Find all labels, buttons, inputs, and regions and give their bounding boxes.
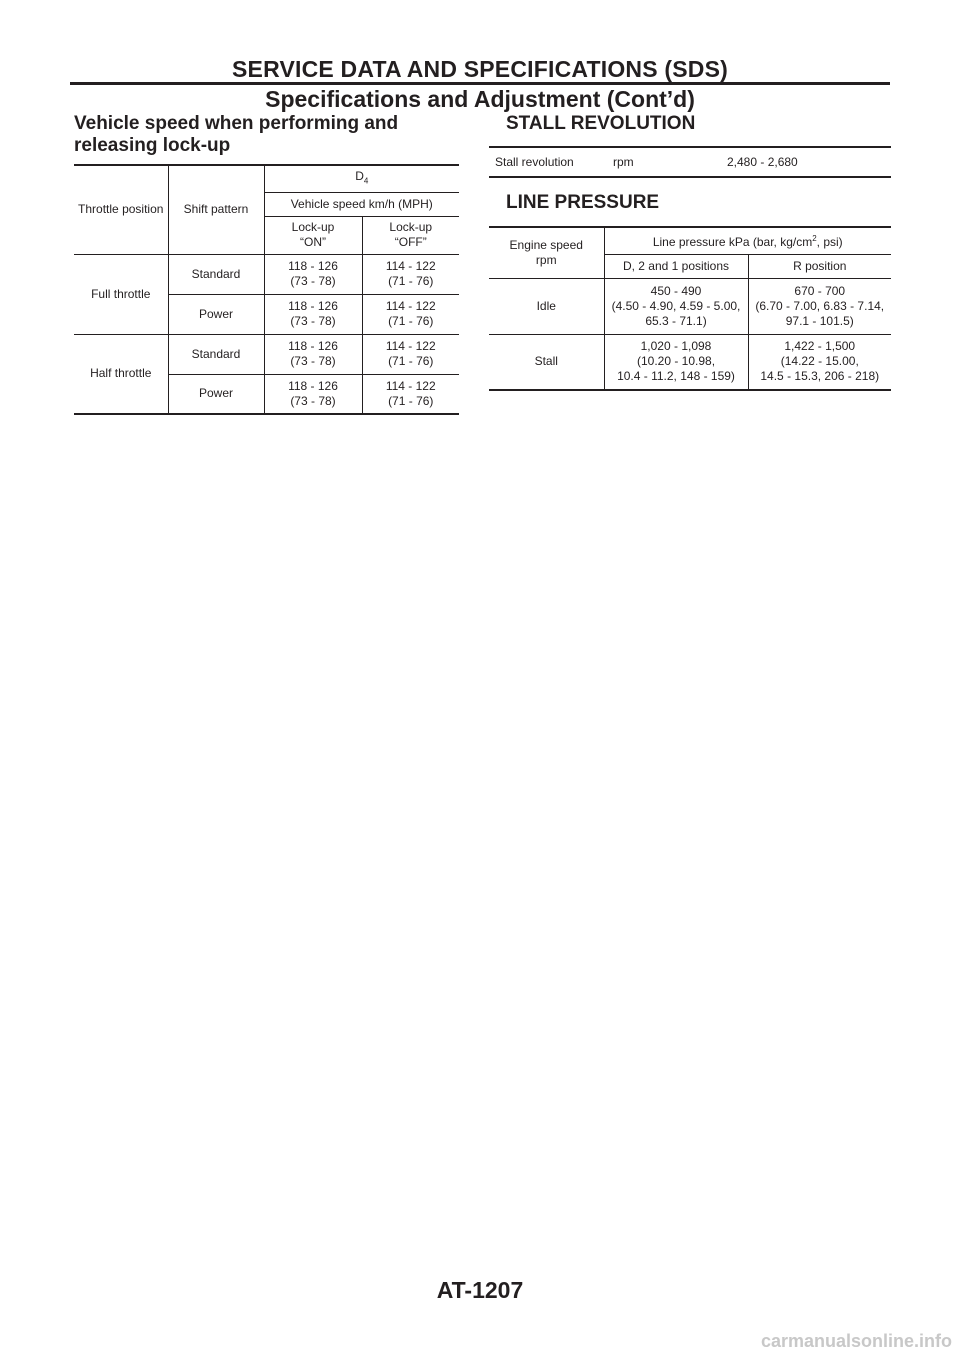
lockup-off-header: Lock-up “OFF” xyxy=(362,216,459,254)
pattern-cell: Power xyxy=(168,294,264,334)
stall-value: 2,480 - 2,680 xyxy=(727,154,798,169)
engine-speed-header: Engine speed rpm xyxy=(489,227,604,278)
pattern-cell: Power xyxy=(168,374,264,414)
engine-speed-cell: Idle xyxy=(489,278,604,334)
pattern-cell: Standard xyxy=(168,334,264,374)
lockup-off-cell: 114 - 122 (71 - 76) xyxy=(362,294,459,334)
page-number: AT-1207 xyxy=(436,1277,524,1303)
engine-speed-cell: Stall xyxy=(489,334,604,390)
lockup-off-cell: 114 - 122 (71 - 76) xyxy=(362,254,459,294)
d21-header: D, 2 and 1 positions xyxy=(604,254,748,278)
r-position-cell: 670 - 700 (6.70 - 7.00, 6.83 - 7.14, 97.1 - 101.5) xyxy=(748,278,891,334)
shift-pattern-header: Shift pattern xyxy=(168,165,264,254)
lockup-section-title: Vehicle speed when performing and releasing lock-up xyxy=(74,113,399,156)
header-rule xyxy=(70,82,890,85)
r-position-header: R position xyxy=(748,254,891,278)
line-section-title: LINE PRESSURE xyxy=(506,192,660,213)
lockup-on-header: Lock-up “ON” xyxy=(264,216,362,254)
line-pressure-header: Line pressure kPa (bar, $kg/cm^2$, psi) xyxy=(604,227,891,254)
throttle-header: Throttle position xyxy=(74,165,168,254)
table-row xyxy=(74,254,459,294)
speed-unit-header: Vehicle speed km/h (MPH) xyxy=(264,192,459,216)
header-title: SERVICE DATA AND SPECIFICATIONS (SDS) xyxy=(232,56,728,82)
stall-table xyxy=(489,146,891,178)
line-pressure-table xyxy=(489,226,891,391)
r-position-cell: 1,422 - 1,500 (14.22 - 15.00, 14.5 - 15.3, 206 - 218) xyxy=(760,339,880,384)
table-row xyxy=(74,334,459,374)
lockup-table xyxy=(74,164,459,415)
lockup-on-cell: 118 - 126 (73 - 78) xyxy=(264,334,362,374)
pattern-cell: Standard xyxy=(168,254,264,294)
watermark: carmanualsonline.info xyxy=(760,1331,952,1351)
d21-cell: 450 - 490 (4.50 - 4.90, 4.59 - 5.00, 65.3 - 71.1) xyxy=(604,278,748,334)
lockup-on-cell: 118 - 126 (73 - 78) xyxy=(264,294,362,334)
throttle-cell: Half throttle xyxy=(74,334,168,414)
throttle-cell: Full throttle xyxy=(74,254,168,334)
stall-label: Stall revolution xyxy=(495,154,574,169)
table-row xyxy=(489,334,891,390)
stall-section-title: STALL REVOLUTION xyxy=(506,113,696,134)
lockup-off-cell: 114 - 122 (71 - 76) xyxy=(385,378,436,408)
lockup-on-cell: 118 - 126 (73 - 78) xyxy=(264,374,362,414)
gear-header: $D_4$ xyxy=(264,165,459,192)
table-row xyxy=(489,278,891,334)
header-subtitle: Specifications and Adjustment (Cont’d) xyxy=(265,86,695,112)
stall-unit: rpm xyxy=(613,154,634,169)
lockup-on-cell: 118 - 126 (73 - 78) xyxy=(264,254,362,294)
lockup-off-cell: 114 - 122 (71 - 76) xyxy=(362,334,459,374)
d21-cell: 1,020 - 1,098 (10.20 - 10.98, 10.4 - 11.2, 148 - 159) xyxy=(604,334,748,390)
